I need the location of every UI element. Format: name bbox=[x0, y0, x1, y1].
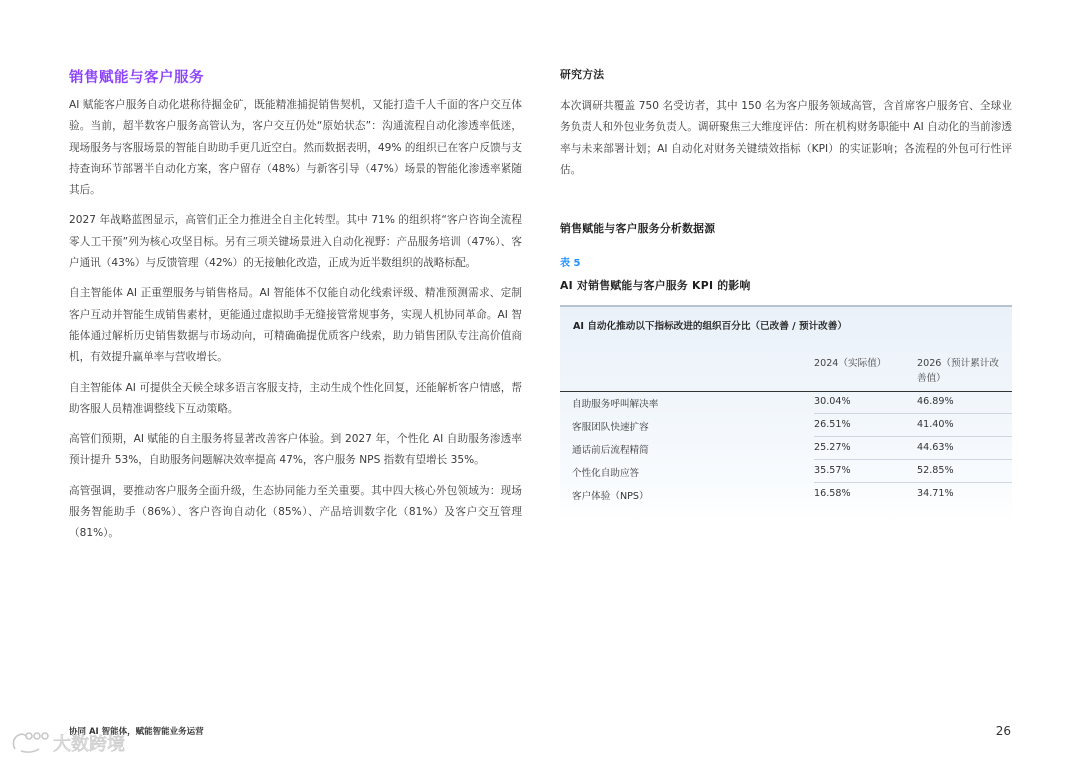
data-source-title: 销售赋能与客户服务分析数据源 bbox=[560, 222, 716, 236]
row-label: 通话前后流程精简 bbox=[572, 445, 649, 456]
table-header: AI 自动化推动以下指标改进的组织百分比（已改善 / 预计改善） bbox=[573, 321, 847, 332]
table-label: 表 5 bbox=[560, 258, 581, 270]
table-row bbox=[560, 414, 1012, 437]
row-label: 个性化自助应答 bbox=[572, 468, 640, 479]
value-2024: 26.51% bbox=[814, 419, 851, 430]
table-caption: AI 对销售赋能与客户服务 KPI 的影响 bbox=[560, 279, 751, 293]
row-label: 客服团队快速扩容 bbox=[572, 422, 649, 433]
page-number: 26 bbox=[995, 724, 1011, 738]
body-paragraph: 2027 年战略蓝图显示，高管们正全力推进全自主化转型。其中 71% 的组织将“客户咨询全流程零人工干预”列为核心攻坚目标。另有三项关键场景进入自动化视野：产品服务培训（47%）、客户通讯（43%）与反馈管理（42%）的无接触化改造，正成为近半数组织的战略标配。 bbox=[69, 214, 522, 270]
value-2026: 34.71% bbox=[917, 488, 954, 499]
row-label: 客户体验（NPS） bbox=[572, 491, 649, 502]
value-2026: 41.40% bbox=[917, 419, 954, 430]
row-label: 自助服务呼叫解决率 bbox=[572, 399, 659, 410]
body-paragraph: 高管们预期，AI 赋能的自主服务将显著改善客户体验。到 2027 年，个性化 AI 自助服务渗透率预计提升 53%，自助服务问题解决效率提高 47%，客户服务 NPS 指数有望增长 35%。 bbox=[69, 433, 522, 467]
watermark-logo bbox=[9, 727, 169, 757]
method-text: 本次调研共覆盖 750 名受访者，其中 150 名为客户服务领域高管，含首席客户服务官、全球业务负责人和外包业务负责人。调研聚焦三大维度评估：所在机构财务职能中 AI 自动化的当前渗透率与未来部署计划；AI 自动化对财务关键绩效指标（KPI）的实证影响；各流程的外包可行性评估。 bbox=[560, 100, 1012, 176]
body-paragraph: AI 赋能客户服务自动化堪称待掘金矿，既能精准捕捉销售契机，又能打造千人千面的客户交互体验。当前，超半数客户服务高管认为，客户交互仍处“原始状态”：沟通流程自动化渗透率低迷，现场服务与客服场景的智能自助助手更几近空白。然而数据表明，49% 的组织已在客户反馈与支持查询环节部署半自动化方案，客户留存（48%）与新客引导（47%）场景的智能化渗透率紧随其后。 bbox=[69, 99, 522, 197]
value-2024: 25.27% bbox=[814, 442, 851, 453]
table-row bbox=[560, 391, 1012, 414]
value-2026: 46.89% bbox=[917, 396, 954, 407]
section-title: 销售赋能与客户服务 bbox=[69, 70, 204, 86]
body-paragraph: 自主智能体 AI 正重塑服务与销售格局。AI 智能体不仅能自动化线索评级、精准预测需求、定制客户互动并智能生成销售素材，更能通过虚拟助手无缝接管常规事务，实现人机协同革命。AI 智能体通过解析历史销售数据与市场动向，可精确确提优质客户线索，助力销售团队专注高价值商机，有效提升赢单率与营收增长。 bbox=[69, 287, 522, 364]
value-2024: 16.58% bbox=[814, 488, 851, 499]
watermark-text: 大数跨境 bbox=[53, 734, 125, 755]
right-column bbox=[560, 66, 1012, 293]
table-row bbox=[560, 437, 1012, 460]
column-header-2026: 2026（预计累计改善值） bbox=[917, 358, 999, 384]
table-row bbox=[560, 460, 1012, 483]
value-2026: 52.85% bbox=[917, 465, 954, 476]
left-column bbox=[69, 66, 522, 554]
column-header-2024: 2024（实际值） bbox=[814, 358, 887, 369]
body-paragraph: 自主智能体 AI 可提供全天候全球多语言客服支持，主动生成个性化回复，还能解析客户情感，帮助客服人员精准调整线下互动策略。 bbox=[69, 381, 522, 415]
kpi-table bbox=[560, 305, 1012, 523]
value-2024: 35.57% bbox=[814, 465, 851, 476]
body-paragraph: 高管强调，要推动客户服务全面升级，生态协同能力至关重要。其中四大核心外包领域为：现场服务智能助手（86%）、客户咨询自动化（85%）、产品培训数字化（81%）及客户交互管理（81%）。 bbox=[69, 484, 522, 540]
value-2026: 44.63% bbox=[917, 442, 954, 453]
table-row bbox=[560, 483, 1012, 506]
footer-note: 协同 AI 智能体，赋能智能业务运营 bbox=[69, 727, 204, 737]
method-title: 研究方法 bbox=[560, 68, 605, 81]
value-2024: 30.04% bbox=[814, 396, 851, 407]
